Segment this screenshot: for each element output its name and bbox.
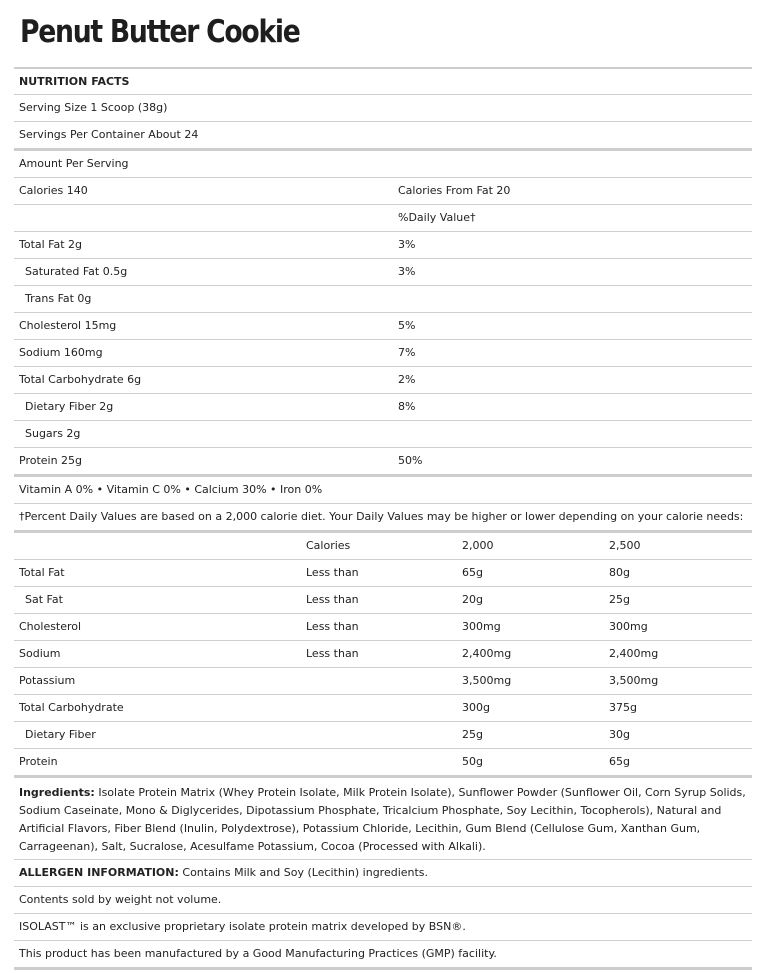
footnote-value-2500: 375g <box>609 701 637 714</box>
footnote-value-2500: 300mg <box>609 620 648 633</box>
nutrient-row <box>14 421 752 448</box>
note-row <box>14 914 752 941</box>
footnote-nutrient: Protein <box>19 755 58 768</box>
nutrient-label: Sugars 2g <box>25 427 81 440</box>
nutrient-label: Saturated Fat 0.5g <box>25 265 128 278</box>
nutrient-label: Total Carbohydrate 6g <box>19 373 142 386</box>
calories-from-fat: Calories From Fat 20 <box>398 184 511 197</box>
footnote-limit: Less than <box>306 620 359 633</box>
footnote-header-2000: 2,000 <box>462 539 494 552</box>
footnote-limit: Less than <box>306 647 359 660</box>
footnote-nutrient: Dietary Fiber <box>25 728 96 741</box>
footnote-value-2000: 25g <box>462 728 483 741</box>
daily-value-header: %Daily Value† <box>398 211 476 224</box>
nutrient-label: Sodium 160mg <box>19 346 103 359</box>
footnote-nutrient: Sat Fat <box>25 593 63 606</box>
amount-per-serving: Amount Per Serving <box>19 157 129 170</box>
footnote-value-2500: 3,500mg <box>609 674 659 687</box>
calories-row <box>14 178 752 205</box>
allergen-row <box>14 860 752 887</box>
servings-per-container: Servings Per Container About 24 <box>19 128 199 141</box>
nutrition-header-row <box>14 67 752 95</box>
amount-per-serving-row <box>14 151 752 178</box>
product-title: Penut Butter Cookie <box>20 14 300 50</box>
footnote-table-row <box>14 614 752 641</box>
footnote-table-row <box>14 560 752 587</box>
footnote-value-2000: 300g <box>462 701 490 714</box>
footnote-value-2000: 20g <box>462 593 483 606</box>
nutrient-row <box>14 259 752 286</box>
serving-size-row <box>14 95 752 122</box>
nutrient-row <box>14 367 752 394</box>
ingredients-paragraph <box>14 778 752 860</box>
footnote-table-row <box>14 749 752 778</box>
nutrient-label: Trans Fat 0g <box>25 292 92 305</box>
nutrient-row <box>14 448 752 477</box>
footnote-value-2500: 65g <box>609 755 630 768</box>
serving-size: Serving Size 1 Scoop (38g) <box>19 101 168 114</box>
footnote-table-row <box>14 641 752 668</box>
footnote-limit: Less than <box>306 593 359 606</box>
daily-values-footnote-row <box>14 504 752 533</box>
footnote-table-row <box>14 722 752 749</box>
nutrient-row <box>14 340 752 367</box>
nutrient-daily-value: 7% <box>398 346 416 359</box>
footnote-nutrient: Potassium <box>19 674 76 687</box>
footnote-value-2000: 3,500mg <box>462 674 512 687</box>
note-text: This product has been manufactured by a Good Manufacturing Practices (GMP) facility. <box>19 947 497 960</box>
footnote-header-calories: Calories <box>306 539 351 552</box>
ingredients-label: Ingredients: <box>19 786 95 799</box>
footnote-value-2000: 300mg <box>462 620 501 633</box>
note-row <box>14 941 752 970</box>
footnote-value-2000: 65g <box>462 566 483 579</box>
nutrient-row <box>14 232 752 259</box>
footnote-value-2500: 80g <box>609 566 630 579</box>
footnote-table-row <box>14 587 752 614</box>
footnote-nutrient: Cholesterol <box>19 620 82 633</box>
footnote-nutrient: Sodium <box>19 647 61 660</box>
nutrient-daily-value: 3% <box>398 238 416 251</box>
vitamins-text: Vitamin A 0% • Vitamin C 0% • Calcium 30% • Iron 0% <box>19 483 323 496</box>
footnote-value-2500: 30g <box>609 728 630 741</box>
nutrient-daily-value: 2% <box>398 373 416 386</box>
vitamins-row <box>14 477 752 504</box>
allergen-paragraph <box>19 866 428 880</box>
allergen-label: ALLERGEN INFORMATION: <box>19 866 179 879</box>
nutrient-daily-value: 50% <box>398 454 423 467</box>
daily-value-header-row <box>14 205 752 232</box>
nutrient-daily-value: 8% <box>398 400 416 413</box>
nutrient-row <box>14 313 752 340</box>
note-row <box>14 887 752 914</box>
nutrient-label: Cholesterol 15mg <box>19 319 117 332</box>
note-text: ISOLAST™ is an exclusive proprietary isolate protein matrix developed by BSN®. <box>19 920 466 933</box>
ingredients-text: Isolate Protein Matrix (Whey Protein Isolate, Milk Protein Isolate), Sunflower Powder (Sunflower Oil, Corn Syrup Solids, Sodium Caseinate, Mono & Diglycerides, Dipotassium Phosphate, Tricalcium Phosphate, Soy Lecithin, Tocopherols), Natural and Artificial Flavors, Fiber Blend (Inulin, Polydextrose), Potassium Chloride, Lecithin, Gum Blend (Cellulose Gum, Xanthan Gum, Carrageenan), Salt, Sucralose, Acesulfame Potassium, Cocoa (Processed with Alkali). <box>19 786 746 853</box>
footnote-table-row <box>14 668 752 695</box>
nutrient-row <box>14 394 752 421</box>
footnote-table-header <box>14 533 752 560</box>
note-text: Contents sold by weight not volume. <box>19 893 222 906</box>
nutrition-header: NUTRITION FACTS <box>19 74 130 88</box>
ingredients-row <box>14 778 752 860</box>
nutrition-facts-table <box>14 67 752 970</box>
nutrient-label: Dietary Fiber 2g <box>25 400 114 413</box>
footnote-nutrient: Total Carbohydrate <box>19 701 124 714</box>
footnote-header-2500: 2,500 <box>609 539 641 552</box>
footnote-value-2000: 2,400mg <box>462 647 512 660</box>
footnote-limit: Less than <box>306 566 359 579</box>
allergen-text: Contains Milk and Soy (Lecithin) ingredients. <box>182 866 429 879</box>
nutrient-daily-value: 3% <box>398 265 416 278</box>
footnote-nutrient: Total Fat <box>19 566 65 579</box>
nutrient-label: Total Fat 2g <box>19 238 83 251</box>
footnote-value-2500: 2,400mg <box>609 647 659 660</box>
calories: Calories 140 <box>19 184 88 197</box>
daily-values-footnote: †Percent Daily Values are based on a 2,000 calorie diet. Your Daily Values may be higher or lower depending on your calorie needs: <box>19 510 744 523</box>
footnote-value-2000: 50g <box>462 755 483 768</box>
nutrient-daily-value: 5% <box>398 319 416 332</box>
nutrient-label: Protein 25g <box>19 454 83 467</box>
footnote-value-2500: 25g <box>609 593 630 606</box>
nutrient-row <box>14 286 752 313</box>
footnote-table-row <box>14 695 752 722</box>
servings-per-container-row <box>14 122 752 151</box>
